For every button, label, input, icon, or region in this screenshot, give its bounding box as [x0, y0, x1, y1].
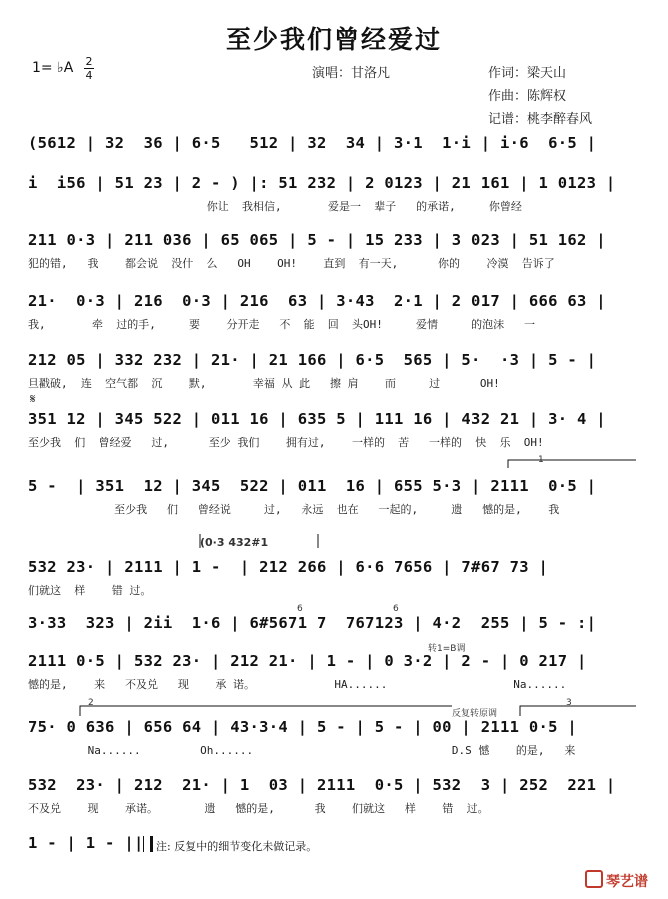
notes-line: 5 - | 351 12 | 345 522 | 011 16 | 655 5·3 | 2111 0·5 |	[28, 477, 597, 495]
lyrics-line: 我, 牵 过的手, 要 分开走 不 能 回 头OH! 爱情 的泡沫 一	[28, 318, 536, 331]
brand-name: 琴艺谱	[606, 874, 648, 890]
notes-line: (5612 | 32 36 | 6·5 512 | 32 34 | 3·1 1·i | i·6 6·5 |	[28, 134, 597, 152]
notes-line: 211 0·3 | 211 036 | 65 065 | 5 - | 15 233 | 3 023 | 51 162 |	[28, 231, 606, 249]
time-signature-bottom: 4	[85, 69, 93, 82]
transcriber-credit: 记谱：桃李醉春风	[488, 112, 593, 127]
volta-3-mark: 3	[566, 698, 572, 708]
volta-2-mark: 2	[88, 698, 94, 708]
volta-bracket-1	[508, 460, 636, 468]
segno-mark: 𝄋	[30, 392, 36, 407]
key-change-mark: 转1=B调	[428, 644, 466, 654]
singer-credit: 演唱：甘洛凡	[312, 66, 391, 81]
lyrics-line: 们就这 样 错 过。	[28, 584, 152, 597]
volta-bracket-3	[520, 706, 636, 716]
notes-line: 532 23· | 212 21· | 1 03 | 2111 0·5 | 532 3 | 252 221 |	[28, 776, 616, 794]
lyrics-line: 旦戳破, 连 空气都 沉 默, 幸福 从 此 擦 肩 而 过 OH!	[28, 377, 500, 390]
insert-intro: (0·3 432#1	[200, 536, 269, 549]
song-title: 至少我们曾经爱过	[225, 25, 442, 54]
lyrics-line: 憾的是, 来 不及兑 现 承 诺。 HA...... Na......	[28, 678, 567, 691]
notes-line: 75· 0 636 | 656 64 | 43·3·4 | 5 - | 5 - | 00 | 2111 0·5 |	[28, 718, 578, 736]
lyrics-line: 至少我 们 曾经爱 过, 至少 我们 拥有过, 一样的 苦 一样的 快 乐 OH!	[28, 436, 544, 449]
composer-credit: 作曲：陈辉权	[488, 89, 567, 104]
lyrics-line: 你让 我相信, 爱是一 辈子 的承诺, 你曾经	[28, 200, 522, 213]
notes-line: 532 23· | 2111 | 1 - | 212 266 | 6·6 7656 | 7#67 73 |	[28, 558, 549, 576]
notes-line: 1 - | 1 - ||	[28, 834, 144, 852]
final-barline	[143, 836, 153, 852]
brand-logo	[585, 870, 648, 891]
lyrics-line: 不及兑 现 承诺。 遗 憾的是, 我 们就这 样 错 过。	[28, 802, 489, 815]
lyricist-credit: 作词：梁天山	[488, 66, 567, 81]
return-key-mark: 反复转原调	[452, 709, 498, 719]
key-signature: 1= ♭A	[32, 60, 74, 76]
lyrics-line: 至少我 们 曾经说 过, 永远 也在 一起的, 遗 憾的是, 我	[28, 503, 560, 516]
footnote: 注: 反复中的细节变化未做记录。	[156, 840, 318, 853]
intro-bracket	[200, 534, 318, 548]
notes-line: 3·33 323 | 2ii 1·6 | 6#5671 7 767123 | 4·2 255 | 5 - :|	[28, 614, 597, 632]
volta-1-mark: 1	[538, 455, 544, 465]
notes-line: 212 05 | 332 232 | 21· | 21 166 | 6·5 565 | 5· ·3 | 5 - |	[28, 351, 597, 369]
volta-bracket-2	[80, 706, 452, 716]
lyrics-line: Na...... Oh...... D.S 憾 的是, 来	[28, 744, 576, 757]
lyrics-line: 犯的错, 我 都会说 没什 么 OH OH! 直到 有一天, 你的 冷漠 告诉了	[28, 257, 555, 270]
tuplet-6a: 6	[297, 604, 303, 614]
notes-line: 351 12 | 345 522 | 011 16 | 635 5 | 111 16 | 432 21 | 3· 4 |	[28, 410, 606, 428]
notes-line: 21· 0·3 | 216 0·3 | 216 63 | 3·43 2·1 | 2 017 | 666 63 |	[28, 292, 606, 310]
notes-line: 2111 0·5 | 532 23· | 212 21· | 1 - | 0 3·2 | 2 - | 0 217 |	[28, 652, 587, 670]
time-signature-top: 2	[85, 55, 93, 68]
notes-line: i i56 | 51 23 | 2 - ) |: 51 232 | 2 0123 | 21 161 | 1 0123 |	[28, 174, 616, 192]
brand-icon	[585, 870, 603, 888]
tuplet-6b: 6	[393, 604, 399, 614]
